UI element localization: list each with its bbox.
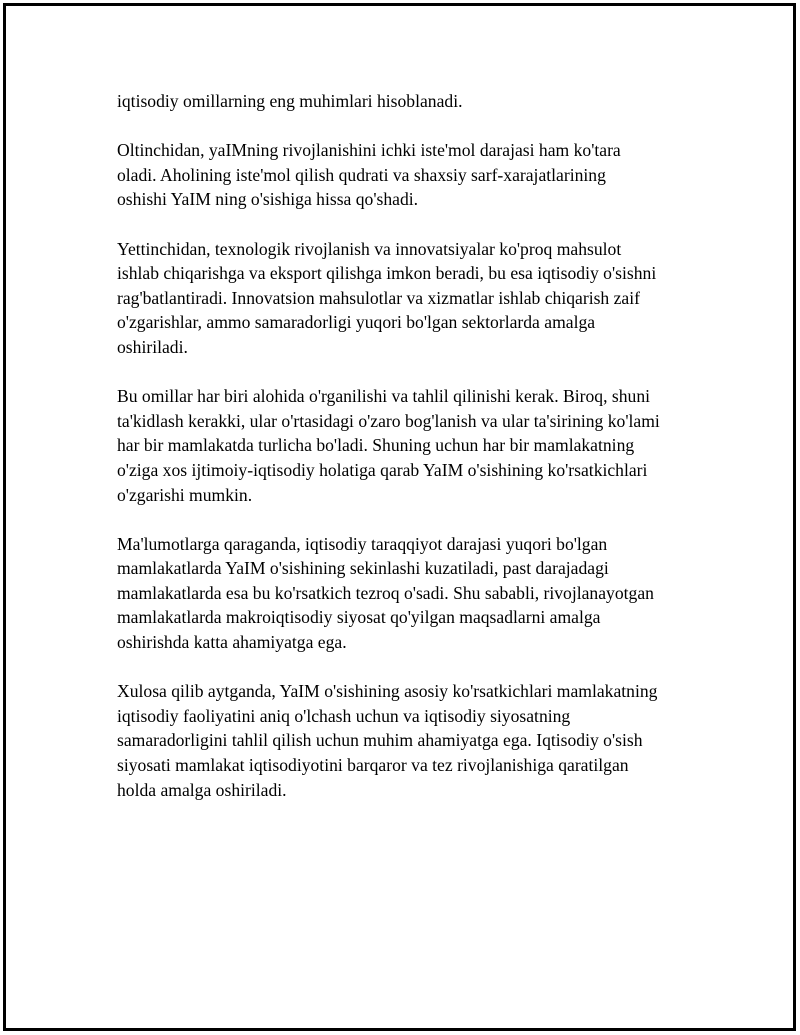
text-line: mamlakatlarda makroiqtisodiy siyosat qo'yilgan maqsadlarni amalga — [117, 607, 601, 628]
text-line: samaradorligini tahlil qilish uchun muhim ahamiyatga ega. Iqtisodiy o'sish — [117, 730, 643, 751]
text-line: rag'batlantiradi. Innovatsion mahsulotlar va xizmatlar ishlab chiqarish zaif — [117, 287, 640, 308]
text-line: Bu omillar har biri alohida o'rganilishi va tahlil qilinishi kerak. Biroq, shuni — [117, 386, 651, 407]
document-body — [117, 89, 697, 827]
text-line: Yettinchidan, texnologik rivojlanish va innovatsiyalar ko'proq mahsulot — [117, 238, 622, 259]
paragraph-2 — [117, 138, 697, 212]
text-line: oladi. Aholining iste'mol qilish qudrati va shaxsiy sarf-xarajatlarining — [117, 164, 606, 185]
text-line: iqtisodiy faoliyatini aniq o'lchash uchun va iqtisodiy siyosatning — [117, 705, 571, 726]
text-line: ta'kidlash kerakki, ular o'rtasidagi o'zaro bog'lanish va ular ta'sirining ko'lami — [117, 410, 660, 431]
text-line: oshishi YaIM ning o'sishiga hissa qo'shadi. — [117, 189, 419, 210]
text-line: oshiriladi. — [117, 336, 188, 357]
text-line: Ma'lumotlarga qaraganda, iqtisodiy taraqqiyot darajasi yuqori bo'lgan — [117, 533, 608, 554]
text-line: holda amalga oshiriladi. — [117, 779, 287, 800]
text-line: o'zgarishlar, ammo samaradorligi yuqori bo'lgan sektorlarda amalga — [117, 312, 596, 333]
text-line: iqtisodiy omillarning eng muhimlari hisoblanadi. — [117, 91, 463, 111]
paragraph-4 — [117, 384, 697, 507]
text-line: har bir mamlakatda turlicha bo'ladi. Shuning uchun har bir mamlakatning — [117, 435, 635, 456]
text-line: siyosati mamlakat iqtisodiyotini barqaror va tez rivojlanishiga qaratilgan — [117, 755, 629, 776]
text-line: o'ziga xos ijtimoiy-iqtisodiy holatiga qarab YaIM o'sishining ko'rsatkichlari — [117, 459, 648, 480]
text-line: ishlab chiqarishga va eksport qilishga imkon beradi, bu esa iqtisodiy o'sishni — [117, 263, 657, 284]
paragraph-1 — [117, 89, 697, 114]
text-line: Oltinchidan, yaIMning rivojlanishini ichki iste'mol darajasi ham ko'tara — [117, 140, 621, 161]
text-line: o'zgarishi mumkin. — [117, 484, 253, 505]
text-line: mamlakatlarda esa bu ko'rsatkich tezroq o'sadi. Shu sababli, rivojlanayotgan — [117, 582, 654, 603]
text-line: mamlakatlarda YaIM o'sishining sekinlashi kuzatiladi, past darajadagi — [117, 558, 609, 579]
text-line: oshirishda katta ahamiyatga ega. — [117, 632, 347, 653]
paragraph-6 — [117, 679, 697, 802]
paragraph-5 — [117, 532, 697, 655]
text-line: Xulosa qilib aytganda, YaIM o'sishining asosiy ko'rsatkichlari mamlakatning — [117, 681, 658, 702]
paragraph-3 — [117, 237, 697, 360]
